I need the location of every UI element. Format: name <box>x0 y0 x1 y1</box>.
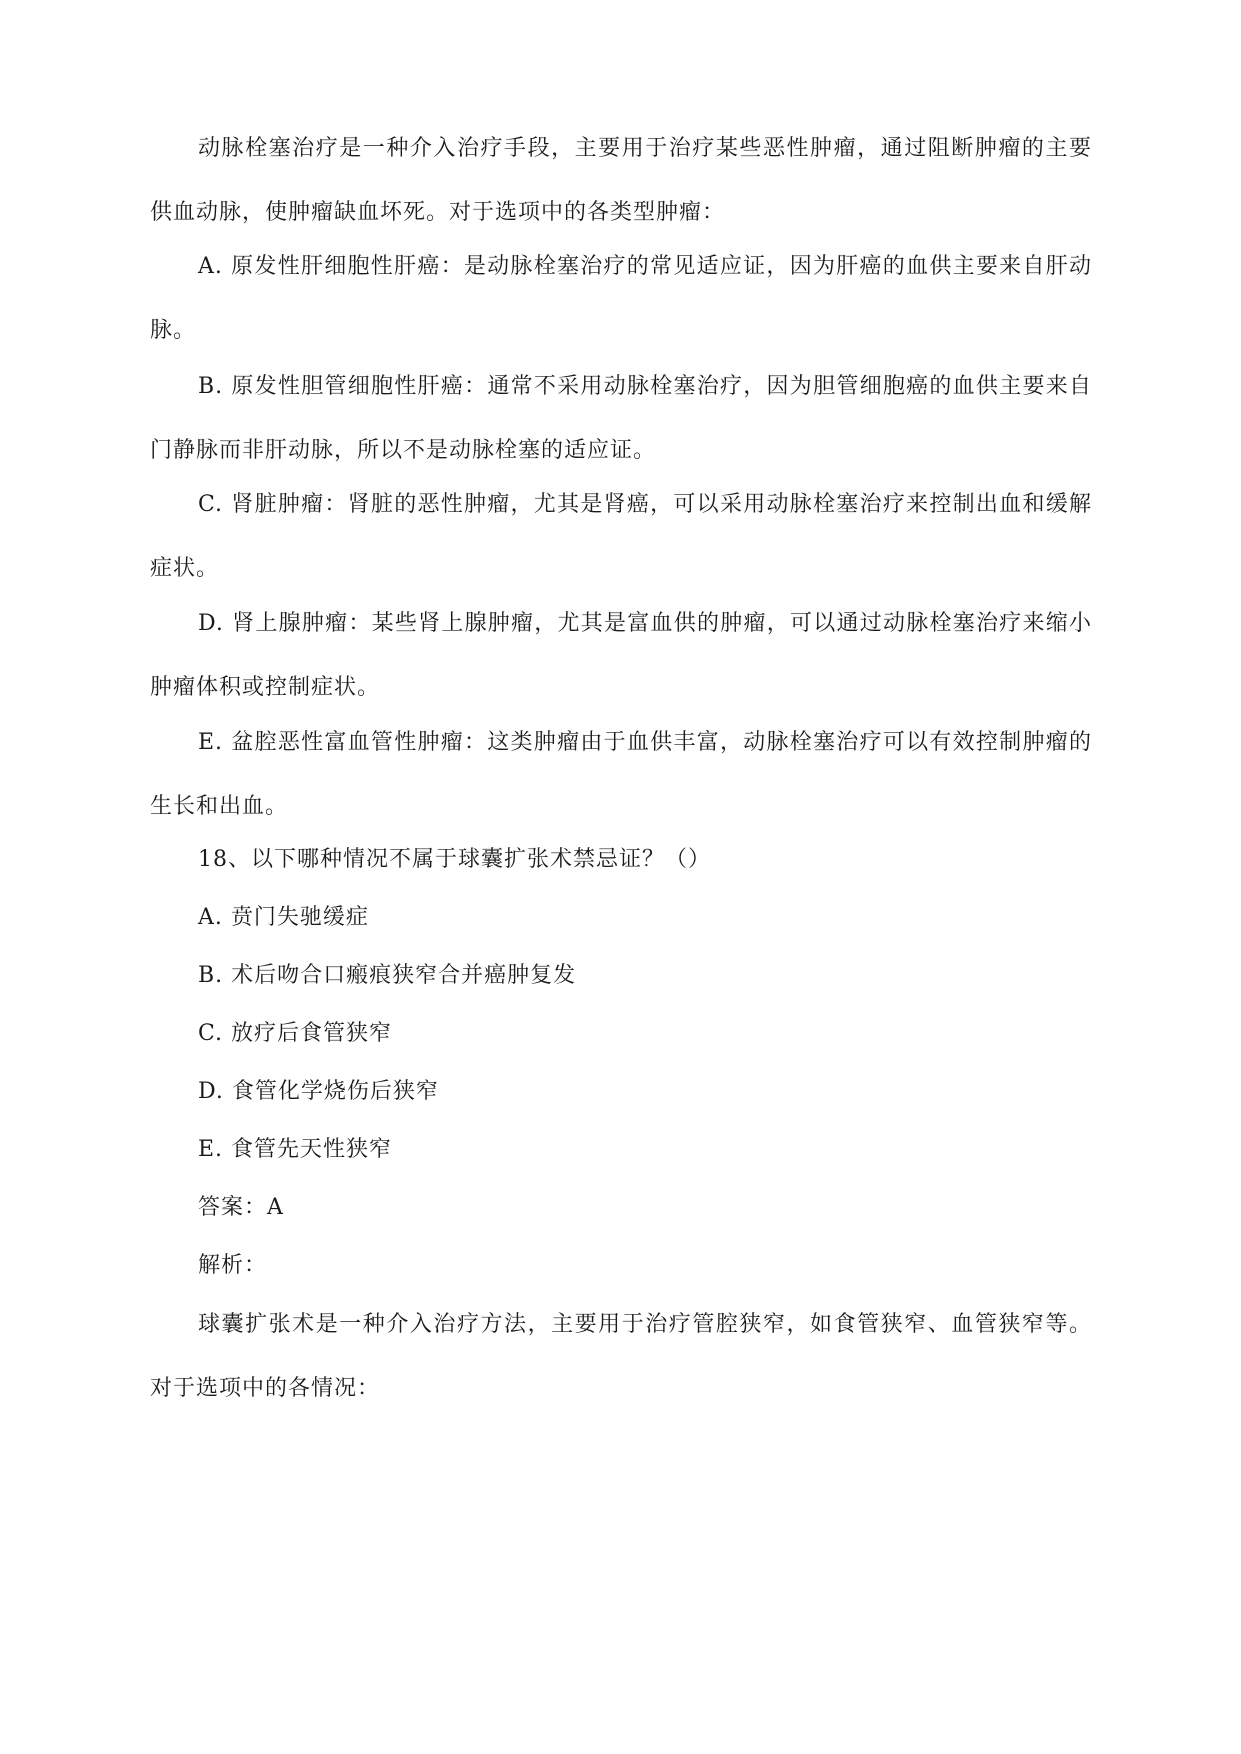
explanation-option-c: C. 肾脏肿瘤：肾脏的恶性肿瘤，尤其是肾癌，可以采用动脉栓塞治疗来控制出血和缓解症状。 <box>150 492 1092 581</box>
question-option-c: C. 放疗后食管狭窄 <box>198 1021 393 1046</box>
question-option-e: E. 食管先天性狭窄 <box>198 1137 393 1162</box>
question-stem: 18、以下哪种情况不属于球囊扩张术禁忌证？（） <box>198 847 711 872</box>
analysis-label: 解析： <box>198 1253 268 1278</box>
intro-paragraph: 动脉栓塞治疗是一种介入治疗手段，主要用于治疗某些恶性肿瘤，通过阻断肿瘤的主要供血动脉，使肿瘤缺血坏死。对于选项中的各类型肿瘤： <box>150 136 1092 225</box>
explanation-option-d: D. 肾上腺肿瘤：某些肾上腺肿瘤，尤其是富血供的肿瘤，可以通过动脉栓塞治疗来缩小肿瘤体积或控制症状。 <box>150 611 1092 700</box>
question-option-a: A. 贲门失驰缓症 <box>198 905 369 930</box>
analysis-paragraph: 球囊扩张术是一种介入治疗方法，主要用于治疗管腔狭窄，如食管狭窄、血管狭窄等。对于选项中的各情况： <box>150 1312 1092 1401</box>
answer-line: 答案：A <box>198 1195 284 1220</box>
explanation-option-e: E. 盆腔恶性富血管性肿瘤：这类肿瘤由于血供丰富，动脉栓塞治疗可以有效控制肿瘤的生长和出血。 <box>150 730 1092 819</box>
explanation-option-b: B. 原发性胆管细胞性肝癌：通常不采用动脉栓塞治疗，因为胆管细胞癌的血供主要来自门静脉而非肝动脉，所以不是动脉栓塞的适应证。 <box>150 374 1092 463</box>
explanation-option-a: A. 原发性肝细胞性肝癌：是动脉栓塞治疗的常见适应证，因为肝癌的血供主要来自肝动脉。 <box>150 254 1092 343</box>
question-option-d: D. 食管化学烧伤后狭窄 <box>198 1079 439 1104</box>
question-option-b: B. 术后吻合口瘢痕狭窄合并癌肿复发 <box>198 963 577 988</box>
